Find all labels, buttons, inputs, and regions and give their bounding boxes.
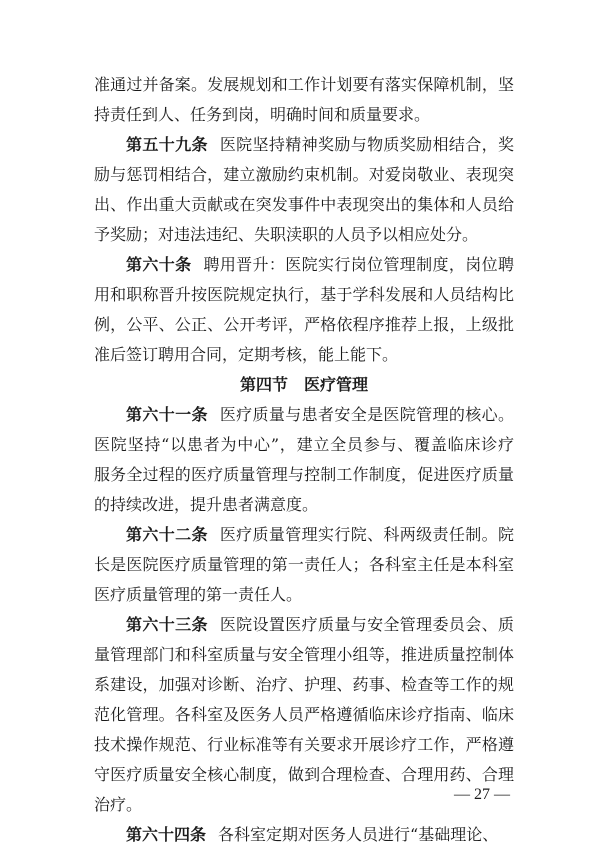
text-line: 治疗。 xyxy=(94,795,143,814)
text-line: 系建设，加强对诊断、治疗、护理、药事、检查等工作的规 xyxy=(94,675,514,694)
text-line: 技术操作规范、行业标准等有关要求开展诊疗工作，严格遵 xyxy=(94,735,514,754)
section-title: 第四节 医疗管理 xyxy=(239,375,368,394)
article-heading: 第五十九条 xyxy=(126,135,208,154)
text-line: 医院设置医疗质量与安全管理委员会、质 xyxy=(219,615,514,634)
text-line: 励与惩罚相结合，建立激励约束机制。对爱岗敬业、表现突 xyxy=(94,165,514,184)
article-heading: 第六十条 xyxy=(126,255,192,274)
body-text xyxy=(94,70,514,850)
article-heading: 第六十一条 xyxy=(126,405,208,424)
article-64 xyxy=(94,820,514,850)
article-heading: 第六十二条 xyxy=(126,525,208,544)
text-line: 准通过并备案。发展规划和工作计划要有落实保障机制，坚 xyxy=(94,75,514,94)
text-line: 聘用晋升：医院实行岗位管理制度，岗位聘 xyxy=(203,255,514,274)
text-line: 量管理部门和科室质量与安全管理小组等，推进质量控制体 xyxy=(94,645,514,664)
text-line: 用和职称晋升按医院规定执行，基于学科发展和人员结构比 xyxy=(94,285,514,304)
text-line: 出、作出重大贡献或在突发事件中表现突出的集体和人员给 xyxy=(94,195,514,214)
text-line: 例，公平、公正、公开考评，严格依程序推荐上报，上级批 xyxy=(94,315,514,334)
article-60 xyxy=(94,250,514,370)
article-62 xyxy=(94,520,514,610)
text-line: 各科室定期对医务人员进行“基础理论、 xyxy=(218,825,499,844)
text-line: 医疗质量管理实行院、科两级责任制。院 xyxy=(219,525,514,544)
text-line: 医疗质量管理的第一责任人。 xyxy=(94,585,303,604)
text-line: 持责任到人、任务到岗，明确时间和质量要求。 xyxy=(94,105,431,124)
article-heading: 第六十四条 xyxy=(126,825,207,844)
text-line: 服务全过程的医疗质量管理与控制工作制度，促进医疗质量 xyxy=(94,465,514,484)
text-line: 医院坚持精神奖励与物质奖励相结合，奖 xyxy=(219,135,514,154)
article-59 xyxy=(94,130,514,250)
text-line: 予奖励；对违法违纪、失职渎职的人员予以相应处分。 xyxy=(94,225,479,244)
text-line: 准后签订聘用合同，定期考核，能上能下。 xyxy=(94,345,399,364)
text-line: 医院坚持“以患者为中心”，建立全员参与、覆盖临床诊疗 xyxy=(94,435,514,454)
page-number: — 27 — xyxy=(454,786,510,803)
paragraph-continuation xyxy=(94,70,514,130)
text-line: 医疗质量与患者安全是医院管理的核心。 xyxy=(219,405,514,424)
text-line: 的持续改进，提升患者满意度。 xyxy=(94,495,319,514)
article-heading: 第六十三条 xyxy=(126,615,208,634)
article-61 xyxy=(94,400,514,520)
text-line: 长是医院医疗质量管理的第一责任人；各科室主任是本科室 xyxy=(94,555,514,574)
text-line: 范化管理。各科室及医务人员严格遵循临床诊疗指南、临床 xyxy=(94,705,514,724)
text-line: 守医疗质量安全核心制度，做到合理检查、合理用药、合理 xyxy=(94,765,514,784)
